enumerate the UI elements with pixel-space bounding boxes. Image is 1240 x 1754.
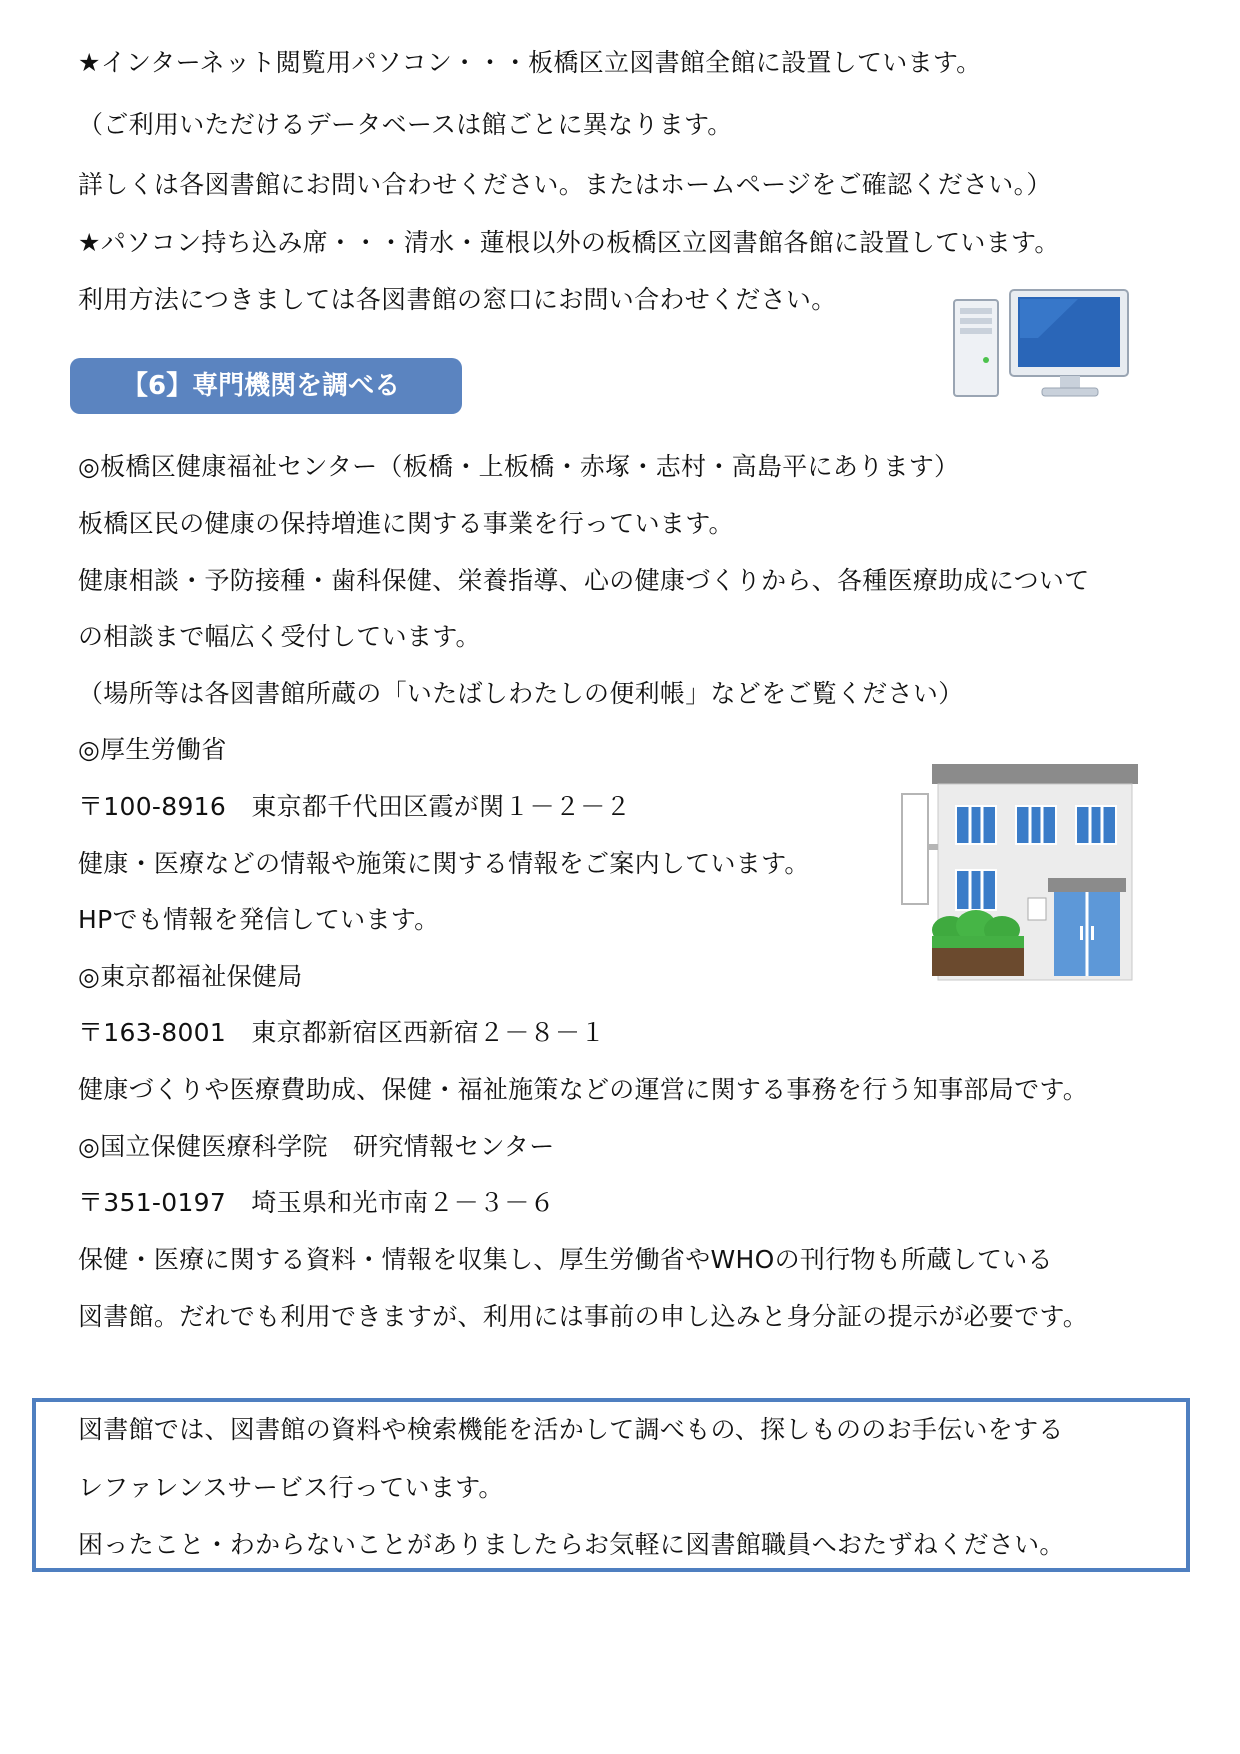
- computer-illustration: [948, 288, 1132, 408]
- health-center-location-note: （場所等は各図書館所蔵の「いたばしわたしの便利帳」などをご覧ください）: [78, 679, 964, 708]
- reference-service-line: レファレンスサービス行っています。: [78, 1473, 504, 1502]
- building-illustration: [898, 758, 1142, 984]
- section-header-specialized-agencies: 【6】専門機関を調べる: [70, 358, 462, 414]
- ask-staff-line: 困ったこと・わからないことがありましたらお気軽に図書館職員へおたずねください。: [78, 1530, 1065, 1559]
- reference-notice-line: 図書館では、図書館の資料や検索機能を活かして調べもの、探しもののお手伝いをする: [78, 1415, 1064, 1444]
- inquiry-note-line: 詳しくは各図書館にお問い合わせください。またはホームページをご確認ください。）: [78, 170, 1052, 199]
- niph-desc-cont: 図書館。だれでも利用できますが、利用には事前の申し込みと身分証の提示が必要です。: [78, 1302, 1089, 1331]
- laptop-seat-line: ★パソコン持ち込み席・・・清水・蓮根以外の板橋区立図書館各館に設置しています。: [78, 228, 1060, 257]
- tokyo-welfare-desc: 健康づくりや医療費助成、保健・福祉施策などの運営に関する事務を行う知事部局です。: [78, 1075, 1089, 1104]
- health-center-name: ◎板橋区健康福祉センター（板橋・上板橋・赤塚・志村・高島平にあります）: [78, 452, 960, 481]
- health-center-services: 健康相談・予防接種・歯科保健、栄養指導、心の健康づくりから、各種医療助成について: [78, 566, 1090, 595]
- tokyo-welfare-address: 〒163-8001 東京都新宿区西新宿２－８－１: [78, 1018, 606, 1047]
- mhlw-desc: 健康・医療などの情報や施策に関する情報をご案内しています。: [78, 849, 810, 878]
- mhlw-name: ◎厚生労働省: [78, 735, 227, 764]
- health-center-desc: 板橋区民の健康の保持増進に関する事業を行っています。: [78, 509, 734, 538]
- health-center-services-cont: の相談まで幅広く受付しています。: [78, 622, 481, 651]
- database-note-line: （ご利用いただけるデータベースは館ごとに異なります。: [78, 110, 733, 139]
- mhlw-address: 〒100-8916 東京都千代田区霞が関１－２－２: [78, 792, 631, 821]
- niph-address: 〒351-0197 埼玉県和光市南２－３－６: [78, 1188, 555, 1217]
- usage-inquiry-line: 利用方法につきましては各図書館の窓口にお問い合わせください。: [78, 285, 837, 314]
- tokyo-welfare-name: ◎東京都福祉保健局: [78, 962, 303, 991]
- internet-pc-line: ★インターネット閲覧用パソコン・・・板橋区立図書館全館に設置しています。: [78, 48, 982, 77]
- niph-desc: 保健・医療に関する資料・情報を収集し、厚生労働省やWHOの刊行物も所蔵している: [78, 1245, 1053, 1274]
- niph-name: ◎国立保健医療科学院 研究情報センター: [78, 1132, 555, 1161]
- mhlw-hp-note: HPでも情報を発信しています。: [78, 905, 440, 934]
